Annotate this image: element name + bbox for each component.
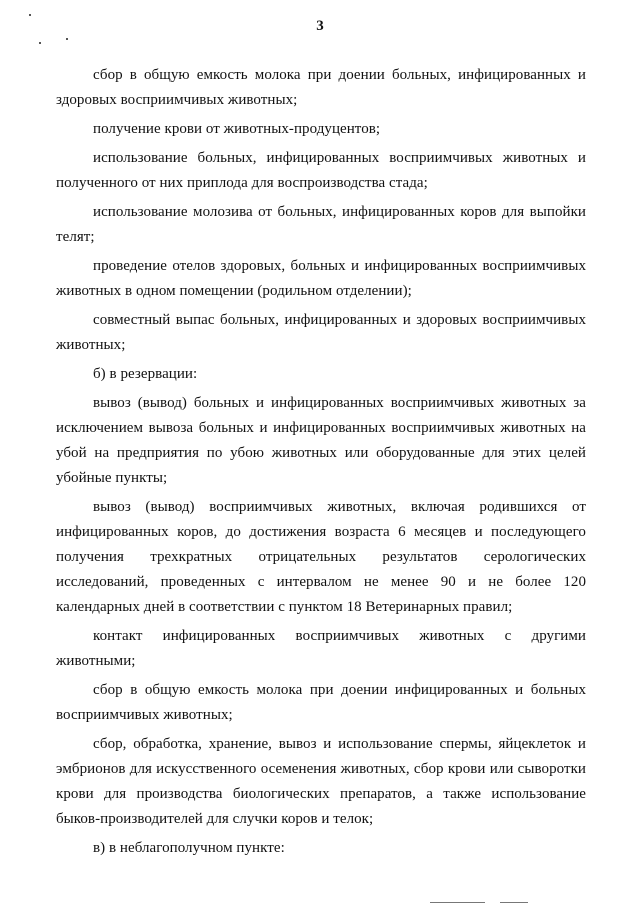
paragraph: сбор в общую емкость молока при доении больных, инфицированных и здоровых восприимчивых животных;	[56, 67, 586, 108]
paragraph: использование больных, инфицированных восприимчивых животных и полученного от них приплода для воспроизводства стада;	[56, 150, 586, 191]
paragraph: б) в резервации:	[93, 366, 198, 382]
paragraph: в) в неблагополучном пункте:	[93, 840, 285, 856]
document-body	[56, 63, 586, 865]
paragraph: контакт инфицированных восприимчивых животных с другими животными;	[56, 628, 586, 669]
paragraph: сбор в общую емкость молока при доении инфицированных и больных восприимчивых животных;	[56, 682, 586, 723]
paragraph: вывоз (вывод) восприимчивых животных, включая родившихся от инфицированных коров, до достижения возраста 6 месяцев и последующего получения трехкратных отрицательных результатов серологических исследований, проведенных с интервалом не менее 90 и не более 120 календарных дней в соответствии с пунктом 18 Ветеринарных правил;	[56, 499, 586, 615]
scan-speck	[29, 14, 31, 16]
scan-line-artifact	[500, 902, 528, 903]
scan-line-artifact	[430, 902, 485, 903]
paragraph: проведение отелов здоровых, больных и инфицированных восприимчивых животных в одном помещении (родильном отделении);	[56, 258, 586, 299]
page-number: 3	[316, 18, 324, 34]
paragraph: сбор, обработка, хранение, вывоз и использование спермы, яйцеклеток и эмбрионов для искусственного осеменения животных, сбор крови или сыворотки крови для производства биологических препаратов, а также использование быков-производителей для случки коров и телок;	[56, 736, 586, 827]
paragraph: использование молозива от больных, инфицированных коров для выпойки телят;	[56, 204, 586, 245]
scan-speck	[66, 38, 68, 40]
paragraph: вывоз (вывод) больных и инфицированных восприимчивых животных за исключением вывоза больных и инфицированных восприимчивых животных на убой на предприятия по убою животных или оборудованные для этих целей убойные пункты;	[56, 395, 586, 486]
paragraph: совместный выпас больных, инфицированных и здоровых восприимчивых животных;	[56, 312, 586, 353]
scan-speck	[39, 42, 41, 44]
paragraph: получение крови от животных-продуцентов;	[93, 121, 381, 137]
